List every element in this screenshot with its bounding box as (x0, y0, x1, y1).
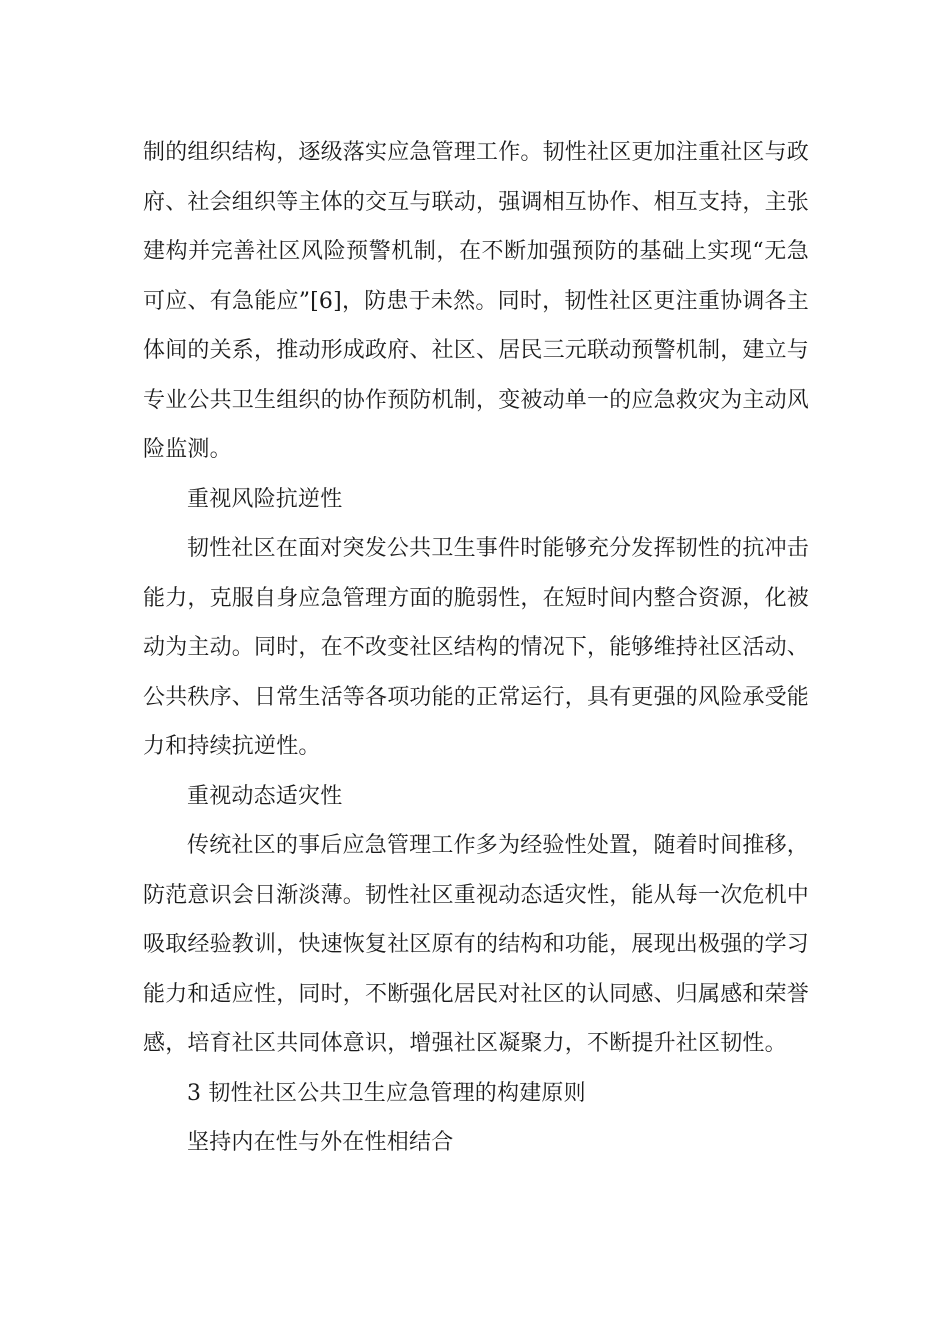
subheading-internal-external: 坚持内在性与外在性相结合 (187, 1130, 454, 1155)
paragraph-continued: 制的组织结构，逐级落实应急管理工作。韧性社区更加注重社区与政府、社会组织等主体的交互与联动，强调相互协作、相互支持，主张建构并完善社区风险预警机制，在不断加强预防的基础上实现“无急可应、有急能应”[6]，防患于未然。同时，韧性社区更注重协调各主体间的关系，推动形成政府、社区、居民三元联动预警机制，建立与专业公共卫生组织的协作预防机制，变被动单一的应急救灾为主动风险监测。 (143, 140, 810, 462)
subheading-risk-resilience: 重视风险抗逆性 (187, 486, 343, 512)
section-heading-principles: 3 韧性社区公共卫生应急管理的构建原则 (187, 1080, 586, 1106)
paragraph-risk-resilience: 韧性社区在面对突发公共卫生事件时能够充分发挥韧性的抗冲击能力，克服自身应急管理方面的脆弱性，在短时间内整合资源，化被动为主动。同时，在不改变社区结构的情况下，能够维持社区活动、公共秩序、日常生活等各项功能的正常运行，具有更强的风险承受能力和持续抗逆性。 (143, 536, 810, 759)
paragraph-dynamic-adaptation: 传统社区的事后应急管理工作多为经验性处置，随着时间推移，防范意识会日渐淡薄。韧性社区重视动态适灾性，能从每一次危机中吸取经验教训，快速恢复社区原有的结构和功能，展现出极强的学习能力和适应性，同时，不断强化居民对社区的认同感、归属感和荣誉感，培育社区共同体意识，增强社区凝聚力，不断提升社区韧性。 (143, 833, 810, 1056)
document-body (143, 128, 809, 1168)
subheading-dynamic-adaptation: 重视动态适灾性 (187, 783, 343, 809)
